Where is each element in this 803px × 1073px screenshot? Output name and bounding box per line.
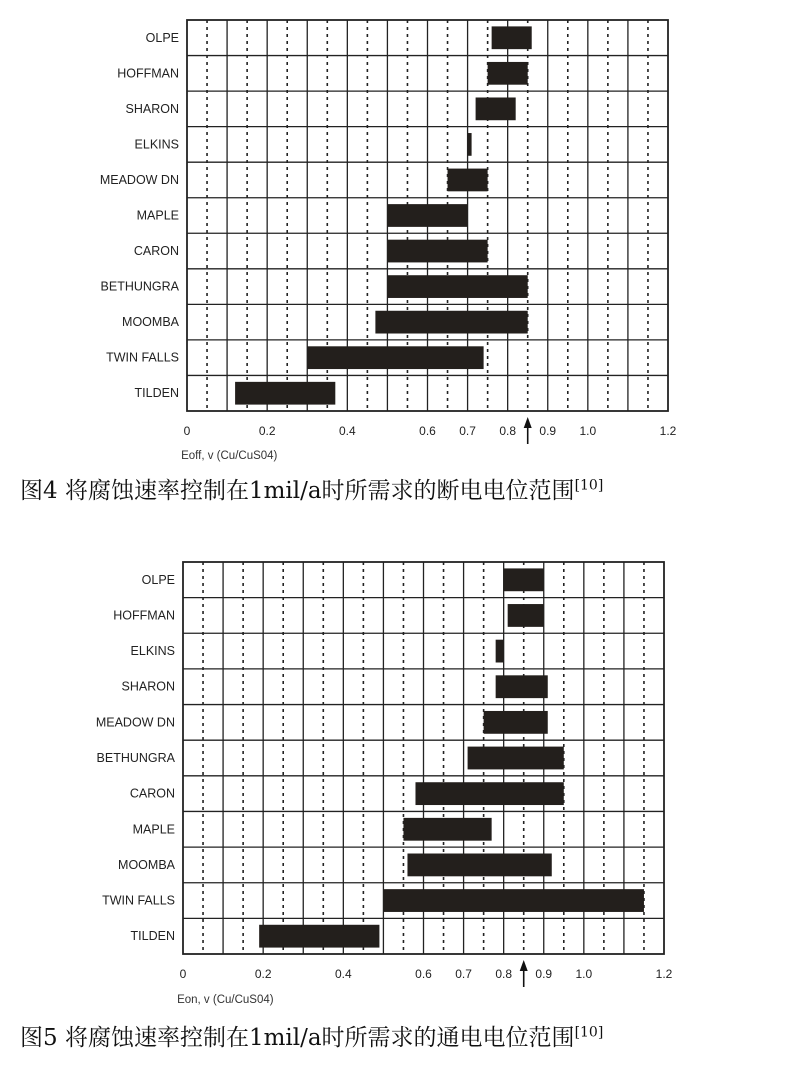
- range-bar: [504, 568, 544, 591]
- x-tick-label: 1.0: [579, 424, 597, 438]
- category-label: CARON: [129, 786, 175, 801]
- range-bar: [484, 711, 548, 734]
- category-label: HOFFMAN: [117, 66, 179, 81]
- range-bar: [468, 747, 564, 770]
- category-label: MEADOW DN: [99, 172, 179, 187]
- range-bar: [488, 62, 528, 85]
- x-tick-label: 0.7: [459, 424, 476, 438]
- category-label: MAPLE: [136, 208, 179, 223]
- figure-5-caption: [20, 1019, 603, 1052]
- category-label: TWIN FALLS: [102, 893, 175, 908]
- category-label: ELKINS: [130, 644, 175, 659]
- x-tick-label: 0.7: [455, 967, 472, 981]
- arrow-marker-head: [524, 417, 532, 428]
- category-label: SHARON: [121, 679, 175, 694]
- caption-reference: [10]: [574, 477, 604, 494]
- range-bar: [407, 854, 551, 877]
- range-bar: [375, 311, 527, 334]
- range-bar: [476, 97, 516, 120]
- range-bar: [235, 382, 335, 405]
- x-axis-label: Eon, v (Cu/CuS04): [177, 994, 274, 1006]
- range-bar: [496, 675, 548, 698]
- category-label: BETHUNGRA: [96, 751, 175, 765]
- range-bar: [415, 782, 563, 805]
- x-tick-label: 0.9: [539, 424, 557, 438]
- category-label: TILDEN: [134, 386, 179, 401]
- category-label: MOOMBA: [118, 857, 175, 872]
- eon-range-chart: [0, 545, 803, 1017]
- x-tick-label: 1.0: [575, 967, 593, 981]
- figure-4: [0, 0, 803, 520]
- category-label: CARON: [133, 244, 179, 259]
- x-tick-label: 0.6: [419, 424, 436, 438]
- category-label: HOFFMAN: [113, 608, 175, 623]
- range-bar: [492, 26, 532, 49]
- x-tick-label: 0.2: [254, 967, 272, 981]
- x-tick-label: 0: [183, 424, 191, 438]
- eoff-range-chart: [0, 0, 803, 470]
- category-label: TWIN FALLS: [106, 350, 179, 365]
- range-bar: [508, 604, 544, 627]
- x-tick-label: 0.4: [338, 424, 356, 438]
- x-tick-label: 0.2: [258, 424, 276, 438]
- caption-text: 图4 将腐蚀速率控制在1mil/a时所需求的断电电位范围: [20, 478, 575, 504]
- category-label: SHARON: [125, 101, 179, 116]
- caption-text: 图5 将腐蚀速率控制在1mil/a时所需求的通电电位范围: [20, 1025, 575, 1051]
- x-tick-label: 0.6: [415, 967, 432, 981]
- x-axis-label: Eoff, v (Cu/CuS04): [181, 450, 278, 462]
- category-label: OLPE: [141, 572, 175, 587]
- arrow-marker-head: [520, 960, 528, 971]
- x-tick-label: 0.4: [334, 967, 352, 981]
- range-bar: [496, 640, 504, 663]
- caption-reference: [10]: [574, 1024, 604, 1041]
- x-tick-label: 1.2: [659, 424, 677, 438]
- figure-4-caption: [20, 472, 603, 505]
- range-bar: [307, 346, 483, 369]
- range-bar: [468, 133, 472, 156]
- category-label: BETHUNGRA: [100, 279, 179, 294]
- category-label: OLPE: [145, 30, 179, 45]
- category-label: MOOMBA: [122, 315, 179, 330]
- range-bar: [387, 240, 487, 263]
- x-tick-label: 0.8: [495, 967, 513, 981]
- range-bar: [403, 818, 491, 841]
- category-label: TILDEN: [130, 929, 175, 944]
- range-bar: [448, 169, 488, 192]
- x-tick-label: 1.2: [655, 967, 673, 981]
- category-label: ELKINS: [134, 137, 179, 152]
- category-label: MAPLE: [132, 822, 175, 837]
- range-bar: [387, 275, 527, 298]
- category-label: MEADOW DN: [95, 715, 175, 730]
- x-tick-label: 0.8: [499, 424, 517, 438]
- range-bar: [383, 889, 644, 912]
- figure-5: [0, 545, 803, 1073]
- range-bar: [259, 925, 379, 948]
- range-bar: [387, 204, 467, 227]
- x-tick-label: 0: [179, 967, 187, 981]
- x-tick-label: 0.9: [535, 967, 553, 981]
